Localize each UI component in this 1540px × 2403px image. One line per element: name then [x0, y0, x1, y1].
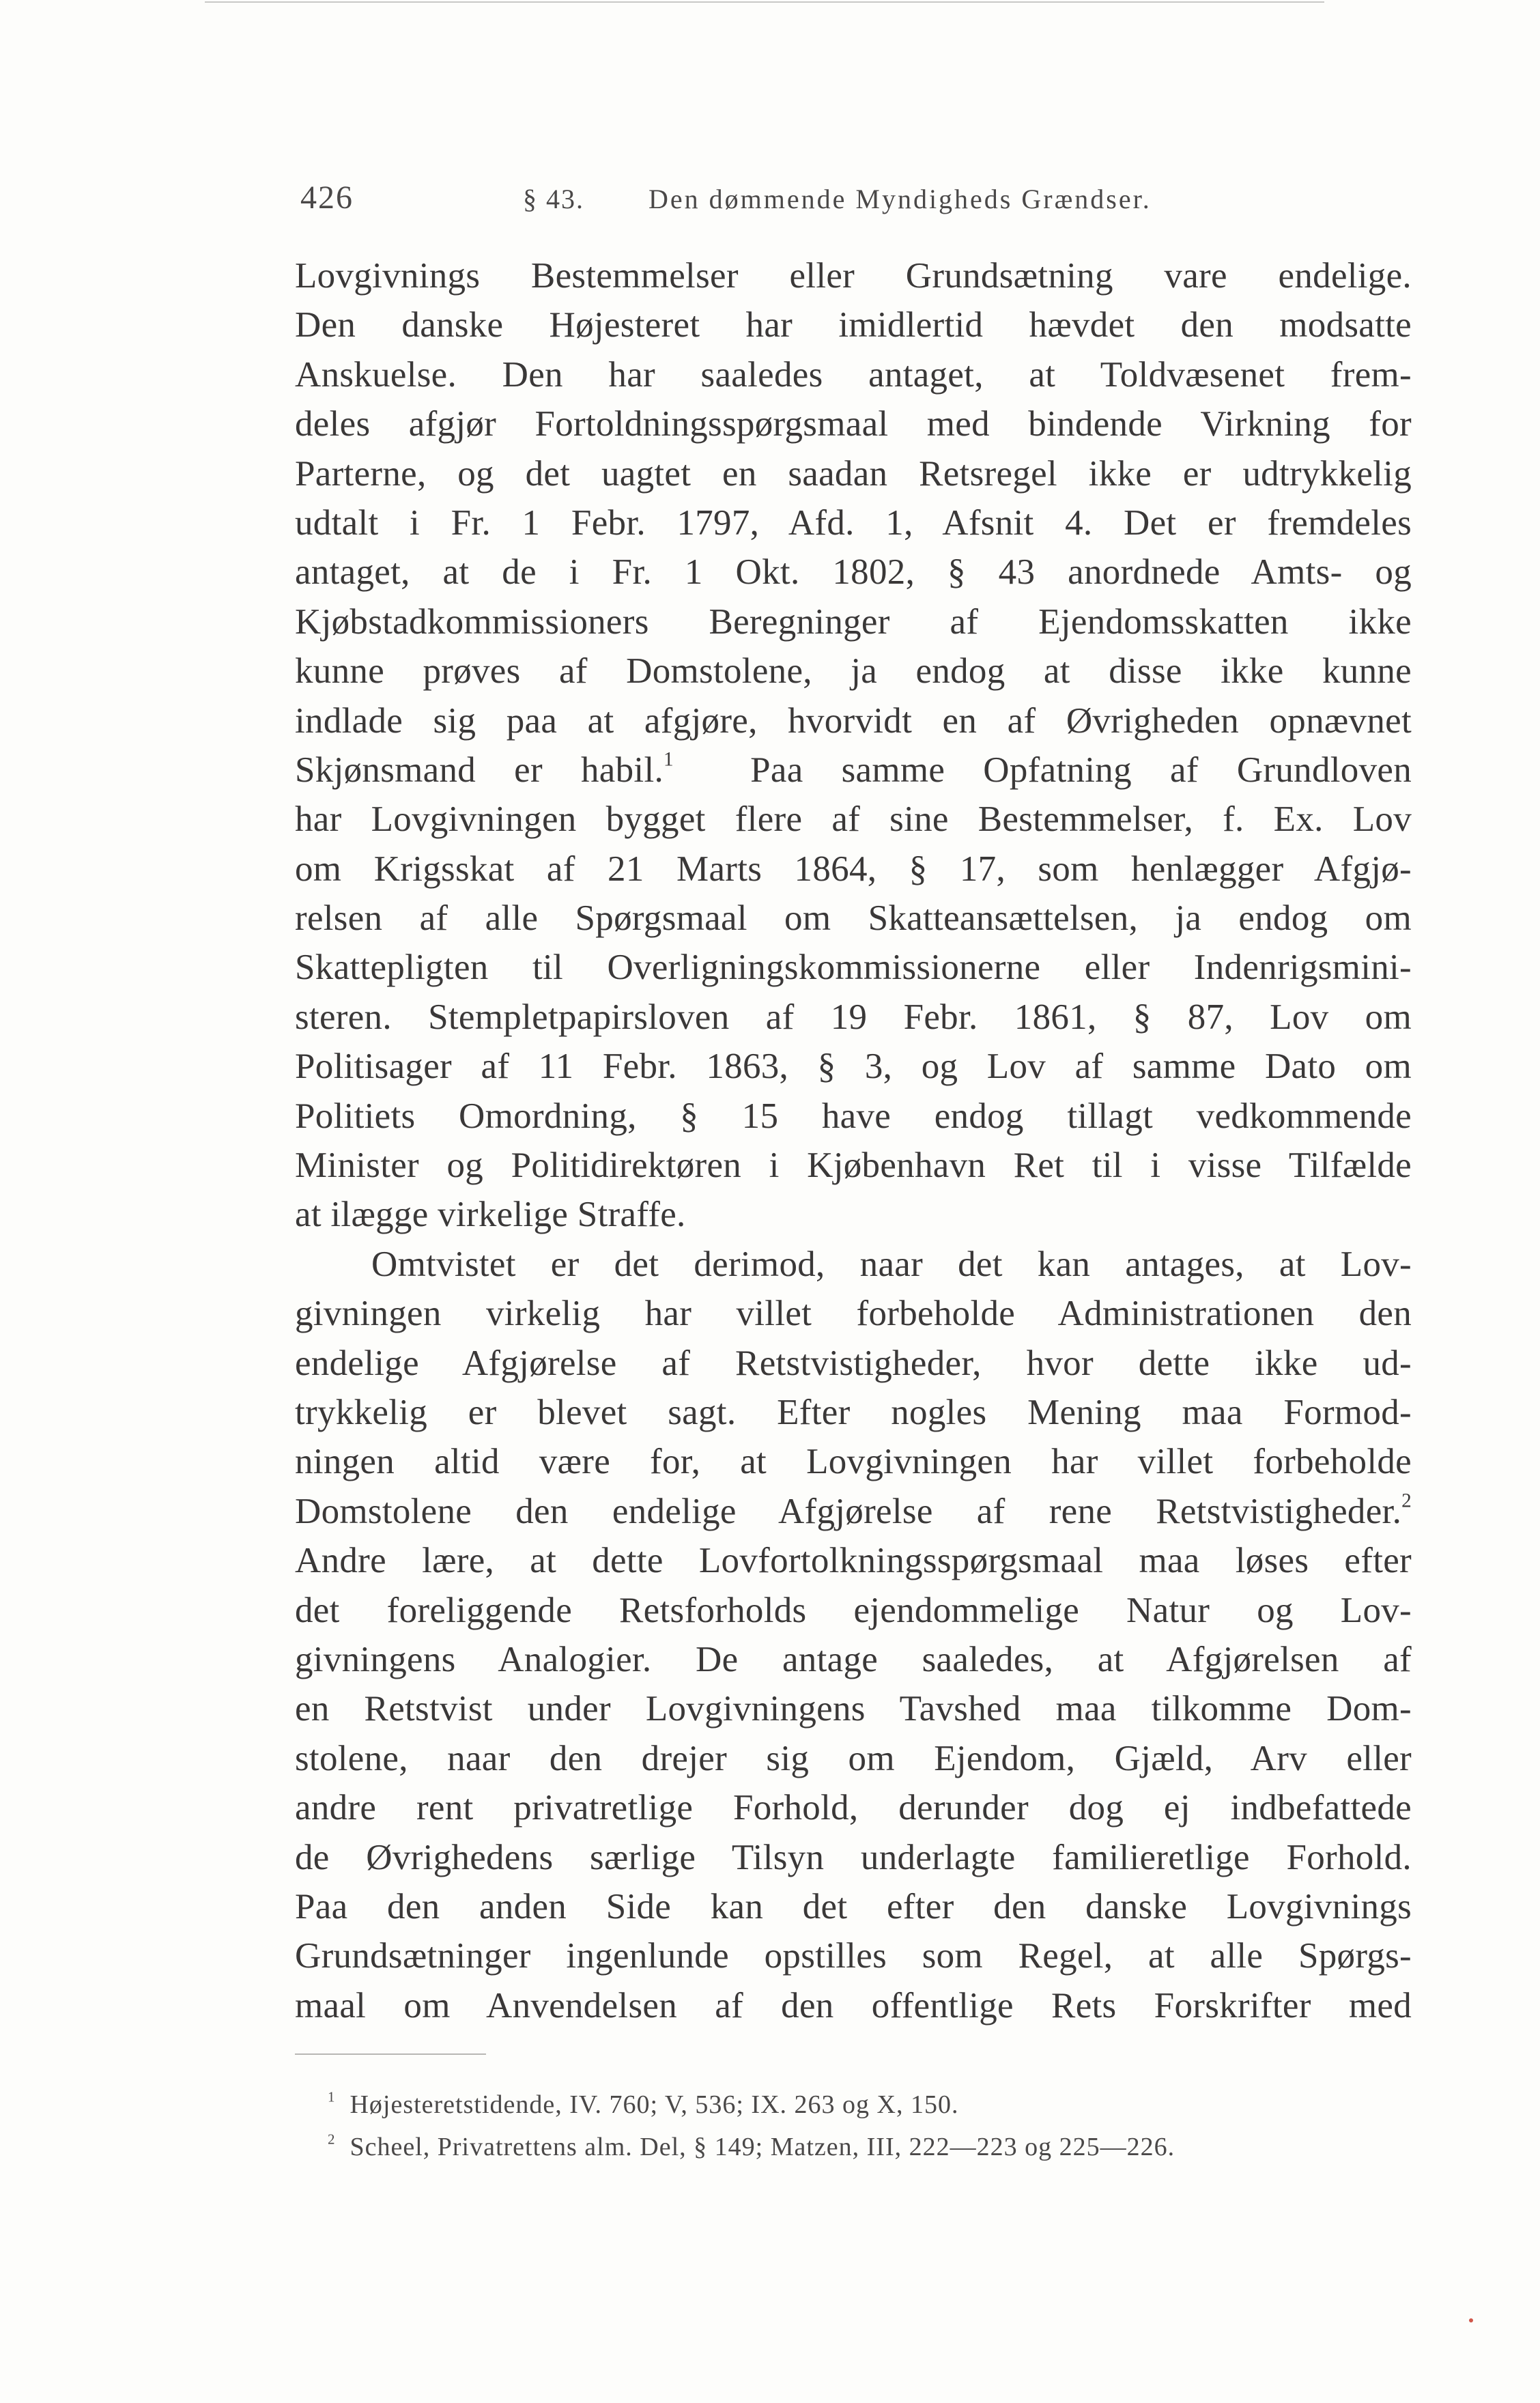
text-line: Grundsætninger ingenlunde opstilles som Regel, at alle Spørgs- [295, 1936, 1412, 1976]
running-head [300, 179, 1406, 227]
text-line: Minister og Politidirektøren i Kjøbenhavn Ret til i visse Tilfælde [295, 1146, 1412, 1186]
text-line: Skattepligten til Overligningskommissionerne eller Indenrigsmini- [295, 948, 1412, 988]
footnote-text: Scheel, Privatrettens alm. Del, § 149; Matzen, III, 222—223 og 225—226. [350, 2133, 1175, 2161]
footnotes [328, 2084, 1406, 2168]
scan-speck [1469, 2318, 1473, 2322]
text-line: udtalt i Fr. 1 Febr. 1797, Afd. 1, Afsnit 4. Det er fremdeles [295, 502, 1412, 543]
body-text [295, 251, 1412, 2030]
footnote-mark: 2 [1401, 1490, 1412, 1512]
text-line: at ilægge virkelige Straffe. [295, 1195, 686, 1235]
text-line: givningen virkelig har villet forbeholde Administrationen den [295, 1294, 1412, 1334]
text-line: det foreliggende Retsforholds ejendommelige Natur og Lov- [295, 1590, 1412, 1630]
text-line: antaget, at de i Fr. 1 Okt. 1802, § 43 anordnede Amts- og [295, 552, 1412, 593]
text-line: Lovgivnings Bestemmelser eller Grundsætning vare endelige. [295, 256, 1412, 296]
footnote-number: 1 [328, 2088, 336, 2105]
text-line: indlade sig paa at afgjøre, hvorvidt en af Øvrigheden opnævnet [295, 700, 1412, 741]
text-line: relsen af alle Spørgsmaal om Skatteansættelsen, ja endog om [295, 898, 1412, 939]
footnote-text: Højesteretstidende, IV. 760; V, 536; IX. 263 og X, 150. [350, 2090, 959, 2119]
text-line: stolene, naar den drejer sig om Ejendom, Gjæld, Arv eller [295, 1738, 1412, 1778]
text-line: kunne prøves af Domstolene, ja endog at disse ikke kunne [295, 651, 1412, 692]
footnote-number: 2 [328, 2131, 336, 2148]
text-line: de Øvrighedens særlige Tilsyn underlagte familieretlige Forhold. [295, 1837, 1412, 1877]
text-line: Parterne, og det uagtet en saadan Retsregel ikke er udtrykkelig [295, 453, 1412, 494]
text-line: Paa den anden Side kan det efter den danske Lovgivnings [295, 1886, 1412, 1926]
text-line: har Lovgivningen bygget flere af sine Bestemmelser, f. Ex. Lov [295, 799, 1412, 840]
text-line: givningens Analogier. De antage saaledes, at Afgjørelsen af [295, 1639, 1412, 1679]
text-line-with-note [295, 745, 1412, 795]
text-line: maal om Anvendelsen af den offentlige Rets Forskrifter med [295, 1985, 1412, 2025]
footnote-mark: 1 [664, 748, 674, 771]
footnote [328, 2126, 1406, 2168]
text-line: ningen altid være for, at Lovgivningen har villet forbeholde [295, 1442, 1412, 1482]
text-line: Politiets Omordning, § 15 have endog tillagt vedkommende [295, 1096, 1412, 1136]
text-line: en Retstvist under Lovgivningens Tavshed maa tilkomme Dom- [295, 1689, 1412, 1729]
footnote [328, 2084, 1406, 2126]
section-reference: § 43. [523, 184, 584, 214]
text-line: Anskuelse. Den har saaledes antaget, at Toldvæsenet frem- [295, 354, 1412, 395]
text-line: Den danske Højesteret har imidlertid hævdet den modsatte [295, 305, 1412, 345]
text-line: Politisager af 11 Febr. 1863, § 3, og Lov af samme Dato om [295, 1047, 1412, 1087]
text-segment: Skjønsmand er habil. [295, 750, 664, 790]
text-line: om Krigsskat af 21 Marts 1864, § 17, som henlægger Afgjø- [295, 849, 1412, 889]
text-line-with-note [295, 1487, 1412, 1536]
paragraph-start-line: Omtvistet er det derimod, naar det kan antages, at Lov- [371, 1244, 1412, 1284]
text-line: trykkelig er blevet sagt. Efter nogles Mening maa Formod- [295, 1392, 1412, 1432]
text-line: andre rent privatretlige Forhold, derunder dog ej indbefattede [295, 1788, 1412, 1828]
page-number: 426 [300, 180, 354, 216]
text-line: Kjøbstadkommissioners Beregninger af Ejendomsskatten ikke [295, 601, 1412, 642]
running-title: Den dømmende Myndigheds Grændser. [648, 184, 1152, 214]
text-segment: Domstolene den endelige Afgjørelse af rene Retstvistigheder. [295, 1491, 1402, 1531]
text-line: Andre lære, at dette Lovfortolkningsspørgsmaal maa løses efter [295, 1541, 1412, 1581]
footnote-divider [295, 2053, 486, 2055]
text-line: deles afgjør Fortoldningsspørgsmaal med bindende Virkning for [295, 404, 1412, 444]
page-top-edge [205, 1, 1324, 3]
text-line: steren. Stempletpapirsloven af 19 Febr. 1861, § 87, Lov om [295, 997, 1412, 1037]
text-line: endelige Afgjørelse af Retstvistigheder, hvor dette ikke ud- [295, 1343, 1412, 1383]
text-segment: Paa samme Opfatning af Grundloven [750, 750, 1412, 790]
